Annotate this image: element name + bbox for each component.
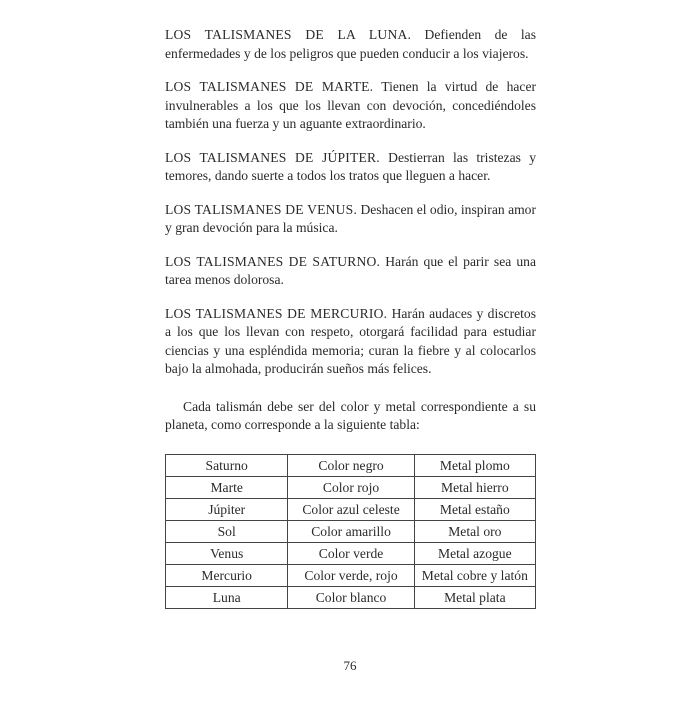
paragraph-luna (165, 26, 536, 63)
page-number: 76 (343, 658, 357, 673)
color-cell: Color rojo (288, 476, 414, 498)
paragraph-heading: LOS TALISMANES DE LA LUNA. (165, 27, 412, 42)
metal-cell: Metal plata (414, 586, 535, 608)
metal-cell: Metal oro (414, 520, 535, 542)
planet-cell: Júpiter (166, 498, 288, 520)
planet-cell: Luna (166, 586, 288, 608)
metal-cell: Metal cobre y latón (414, 564, 535, 586)
metal-cell: Metal plomo (414, 454, 535, 476)
color-cell: Color negro (288, 454, 414, 476)
color-cell: Color verde, rojo (288, 564, 414, 586)
paragraph-body: Deshacen el odio, inspiran amor y gran devoción para la música. (165, 201, 536, 235)
paragraph-venus (165, 201, 536, 238)
table-row (166, 498, 536, 520)
paragraph-body: Defienden de las enfermedades y de los peligros que pueden conducir a los viajeros. (165, 27, 536, 61)
planet-cell: Marte (166, 476, 288, 498)
metal-cell: Metal azogue (414, 542, 535, 564)
planet-cell: Sol (166, 520, 288, 542)
table-row (166, 520, 536, 542)
planet-cell: Mercurio (166, 564, 288, 586)
paragraph-heading: LOS TALISMANES DE SATURNO. (165, 253, 381, 269)
paragraph-body: Harán que el parir sea una tarea menos dolorosa. (165, 253, 536, 287)
color-cell: Color blanco (288, 586, 414, 608)
paragraph-saturno (165, 253, 536, 290)
planet-cell: Venus (166, 542, 288, 564)
color-cell: Color azul celeste (288, 498, 414, 520)
paragraph-heading: LOS TALISMANES DE MERCURIO. (165, 305, 388, 321)
table-row (166, 454, 536, 476)
paragraph-jupiter (165, 149, 536, 186)
paragraph-body: Tienen la virtud de hacer invulnerables a los que los llevan con devoción, concediéndoles también una fuerza y un aguante extraordinario. (165, 79, 537, 131)
metal-cell: Metal estaño (414, 498, 535, 520)
table-intro: Cada talismán debe ser del color y metal correspondiente a su planeta, como corresponde a la siguiente tabla: (165, 398, 536, 432)
planet-table (165, 454, 536, 609)
paragraph-heading: LOS TALISMANES DE MARTE. (165, 79, 374, 94)
color-cell: Color amarillo (288, 520, 414, 542)
table-row (166, 564, 536, 586)
planet-cell: Saturno (166, 454, 288, 476)
table-row (166, 476, 536, 498)
paragraph-heading: LOS TALISMANES DE JÚPITER. (165, 149, 380, 165)
page-content (165, 26, 536, 609)
table-row (166, 586, 536, 608)
table-row (166, 542, 536, 564)
paragraph-heading: LOS TALISMANES DE VENUS. (165, 201, 358, 217)
metal-cell: Metal hierro (414, 476, 535, 498)
paragraph-body: Harán audaces y discretos a los que los llevan con respeto, otorgará facilidad para estudiar ciencias y una espléndida memoria; curan la fiebre y al colocarlos bajo la almohada, producirán sueños más felices. (165, 305, 537, 376)
paragraph-mercurio (165, 305, 536, 379)
paragraph-marte (165, 78, 536, 134)
color-cell: Color verde (288, 542, 414, 564)
paragraph-body: Destierran las tristezas y temores, dando suerte a todos los tratos que lleguen a hacer. (165, 149, 536, 183)
